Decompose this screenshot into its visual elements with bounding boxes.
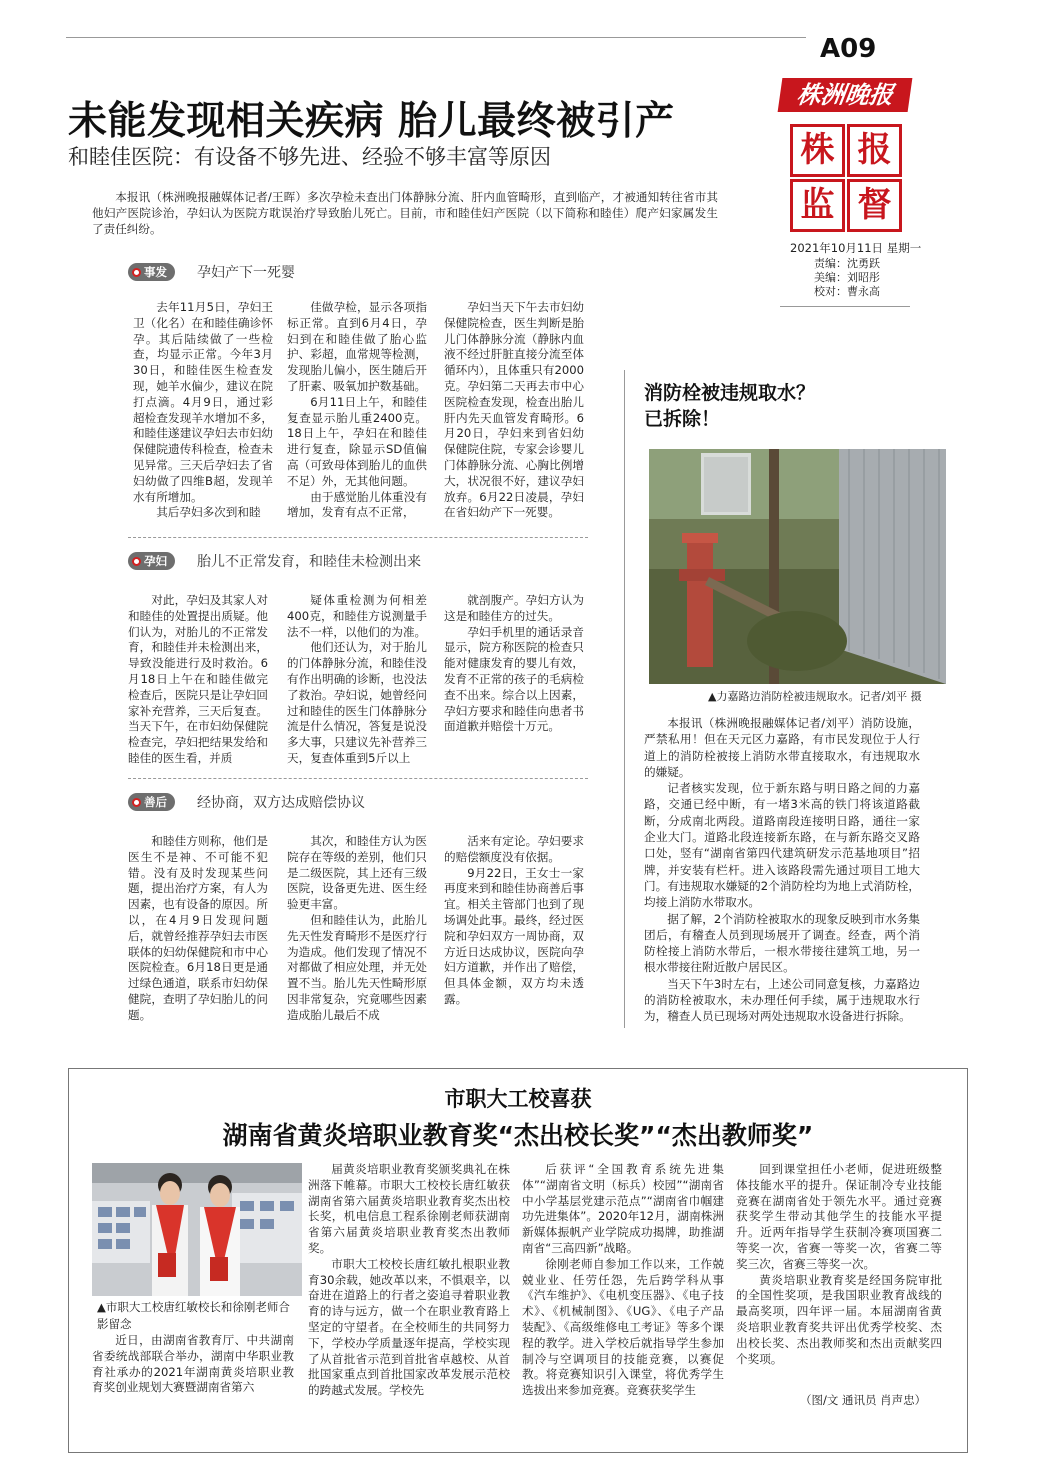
paragraph: 孕妇当天下午去市妇幼保健院检查，医生判断是胎儿门体静脉分流（静脉内血液不经过肝脏直接分流至体循环内），且体重只有2000克。孕妇第二天再去市中心医院检查发现，检查出胎儿肝内先天血管发育畸形。6月20日，孕妇来到省妇幼保健院住院，专家会诊婴儿门体静脉分流、心胸比例增大，状况很不好，建议孕妇放弃。6月22日凌晨，孕妇在省妇幼产下一死婴。 [444,300,584,520]
masthead-logo [778,78,913,112]
supervision-stamp [790,124,902,232]
section-tag-incident [128,262,295,282]
stamp-char: 株 [790,124,845,177]
section-title: 孕妇产下一死婴 [197,265,295,281]
masthead-brand: 株洲晚报 [795,80,896,109]
paragraph: 佳做孕检，显示各项指标正常。直到6月4日，孕妇到在和睦佳做了胎心监护、彩超，血常规等检测，发现胎儿偏小，医生随后开了肝素、吸氧加护数基础。 [287,300,427,393]
paragraph: 孕妇手机里的通话录音显示，院方称医院的检查只能对健康发育的婴儿有效，发育不正常的孩子的毛病检查不出来。综合以上因素，孕妇方要求和睦佳向患者书面道歉并赔偿十万元。 [444,624,584,734]
paragraph: 据了解，2个消防栓被取水的现象反映到市水务集团后，有稽查人员到现场展开了调查。经查，两个消防栓接上消防水带后，一根水带接往建筑工地，另一根水带接往附近散户居民区。 [644,911,920,975]
paragraph: 其后孕妇多次到和睦 [156,505,261,520]
main-subheadline: 和睦佳医院：有设备不够先进、经验不够丰富等原因 [68,145,551,169]
paragraph: 回到课堂担任小老师，促进班级整体技能水平的提升。保证制冷专业技能竞赛在湖南省处于领先水平。通过竞赛获奖学生带动其他学生的技能水平提升。近两年指导学生获制冷赛项国赛二等奖一次，省赛一等奖一次，省赛二等奖三次，省赛三等奖一次。 [736,1162,942,1271]
sec3-col3 [444,834,584,1008]
paragraph: 对此，孕妇及其家人对和睦佳的处置提出质疑。他们认为，对胎儿的不正常发育，和睦佳并未检测出来，导致没能进行及时救治。6月18日上午在和睦佳做完检查后，医院只是让孕妇回家补充营养，三天后复查。当天下午，在市妇幼保健院检查完，孕妇把结果发给和睦佳的医生看，并质 [128,593,268,765]
sec3-col1 [128,834,268,1024]
hydrant-photo [649,449,946,684]
sec1-col1 [133,300,273,521]
section-tag-aftermath [128,792,365,812]
paragraph: 届黄炎培职业教育奖颁奖典礼在株洲落下帷幕。市职大工校校长唐红敏获湖南省第六届黄炎培职业教育奖杰出校长奖，机电信息工程系徐刚老师获湖南省第六届黄炎培职业教育奖杰出教师奖。 [308,1162,510,1255]
paragraph: 他们还认为，对于胎儿的门体静脉分流，和睦佳没有作出明确的诊断，也没法了救治。孕妇说，她曾经问过和睦佳的医生门体静脉分流是什么情况，答复是说没多大事，只建议先补营养三天，复查体重到5斤以上 [287,640,427,765]
stamp-char: 报 [847,124,902,177]
designer-credit: 美编：刘昭彤 [814,271,880,284]
feature-title-1: 市职大工校喜获 [444,1087,592,1111]
paragraph: 近日，由湖南省教育厅、中共湖南省委统战部联合举办，湖南中华职业教育社承办的2021年湖南黄炎培职业教育奖创业规划大赛暨湖南省第六 [92,1333,294,1395]
award-photo [92,1163,302,1296]
editor-credit: 责编：沈勇跃 [814,257,880,270]
paragraph: 后获评“全国教育系统先进集体”“湖南省文明（标兵）校园”“湖南省中小学基层党建示范点”“湖南省巾帼建功先进集体”。2020年12月，湖南株洲新媒体振帆产业学院成功揭牌，助推湖南省“三高四新”战略。 [522,1162,724,1255]
main-headline: 未能发现相关疾病 胎儿最终被引产 [68,99,675,144]
page-number: A09 [820,34,877,64]
section-divider [128,537,588,538]
feature-col4 [736,1162,942,1367]
paragraph: 由于感觉胎儿体重没有增加，发育有点不正常， [287,489,427,520]
side-divider-left [624,370,625,1028]
paragraph: 活来有定论。孕妇要求的赔偿额度没有依据。 [444,834,584,864]
feature-col1 [92,1333,294,1396]
paragraph: 徐刚老师自参加工作以来，工作兢兢业业、任劳任怨，先后跨学科从事《汽车维护》、《电机变压器》、《电子技术》、《机械制图》、《UG》、《电子产品装配》、《高级维修电工考证》等多个课程的教学。进入学校后就指导学生参加制冷与空调项目的技能竞赛，以赛促教。将竞赛知识引入课堂，将优秀学生选拔出来参加竞赛。竞赛获奖学生 [522,1256,724,1398]
paragraph: 记者核实发现，位于新东路与明日路之间的力嘉路，交通已经中断，有一堵3米高的铁门将该道路截断，分成南北两段。道路南段连接明日路，通往一家企业大门。道路北段连接新东路，在与新东路交叉路口处，竖有“湖南省第四代建筑研发示范基地项目”招牌，并安装有栏杆。进入该路段需先通过项目工地大门。有违规取水嫌疑的2个消防栓均为地上式消防栓，均接上消防水带取水。 [644,781,920,910]
paragraph: 和睦佳方则称，他们是医生不是神、不可能不犯错。没有及时发现某些问题，提出治疗方案，有人为因素，也有设备的原因。所以，在4月9日发现问题后，就曾经推荐孕妇去市医联体的妇幼保健院和市中心医院检查。6月18日更是通过绿色通道，联系市妇幼保健院，查明了孕妇胎儿的问题。 [128,834,268,1022]
side-headline-2: 已拆除！ [644,408,721,430]
tag-label: 孕妇 [144,554,167,568]
paragraph: 市职大工校校长唐红敏扎根职业教育30余载，她改革以来，不惧艰辛，以奋进在道路上的行者之姿追寻着职业教育的诗与远方，做一个在职业教育路上坚定的守望者。在全校师生的共同努力下，学校办学质量逐年提高，学校实现了从首批省示范到首批省卓越校、从首批国家重点到首批国家改革发展示范校的跨越式发展。学校先 [308,1256,510,1398]
paragraph: 6月11日上午，和睦佳复查显示胎儿重2400克。18日上午，孕妇在和睦佳进行复查，除显示SD值偏高（可致母体到胎儿的血供不足）外，无其他问题。 [287,394,427,488]
paragraph: 但和睦佳认为，此胎儿先天性发育畸形不是医疗行为造成。他们发现了情况不对都做了相应处理，并无处置不当。胎儿先天性畸形原因非常复杂，究竟哪些因素造成胎儿最后不成 [287,912,427,1022]
main-lead [92,190,718,237]
paragraph: 9月22日，王女士一家再度来到和睦佳协商善后事宜。相关主管部门也到了现场调处此事。最终，经过医院和孕妇双方一周协商，双方近日达成协议，医院向孕妇方道歉，并作出了赔偿，但具体金额，双方均未透露。 [444,865,584,1006]
issue-date: 2021年10月11日 星期一 [790,241,922,255]
award-photo-caption: ▲市职大工校唐红敏校长和徐刚老师合影留念 [97,1300,290,1331]
stamp-char: 督 [847,179,902,232]
top-rule [66,37,806,38]
lead-paragraph: 本报讯（株洲晚报融媒体记者/王晖）多次孕检未查出门体静脉分流、肝内血管畸形，直到临产，才被通知转往省市其他妇产医院诊治，孕妇认为医院方耽误治疗导致胎儿死亡。目前，市和睦佳妇产医院（以下简称和睦佳）爬产妇家属发生了责任纠纷。 [92,190,718,236]
paragraph: 其次，和睦佳方认为医院存在等级的差别，他们只是二级医院，其上还有三级医院，设备更先进、医生经验更丰富。 [287,834,427,912]
credit-bracket [780,296,910,307]
tag-label: 事发 [144,265,167,279]
side-body [644,715,920,1025]
stamp-char: 监 [790,179,845,232]
section-title: 经协商，双方达成赔偿协议 [197,795,365,811]
paragraph: 本报讯（株洲晚报融媒体记者/刘平）消防设施，严禁私用！但在天元区力嘉路，有市民发现位于人行道上的消防栓被接上消防水带直接取水，有违规取水的嫌疑。 [644,716,920,779]
proof-credit: 校对：曹永高 [814,285,880,298]
feature-col3 [522,1162,724,1399]
sec2-col2 [287,593,427,767]
sec1-col2 [287,300,427,521]
paragraph: 疑体重检测为何相差400克，和睦佳方说测量手法不一样，以他们的为准。 [287,593,427,639]
sec1-col3 [444,300,584,521]
hydrant-photo-caption: ▲力嘉路边消防栓被违规取水。记者/刘平 摄 [708,690,922,703]
tag-dot-icon [132,798,141,807]
paragraph: 当天下午3时左右，上述公司同意复核，力嘉路边的消防栓被取水，未办理任何手续，属于违规取水行为，稽查人员已现场对两处违规取水设备进行拆除。 [644,976,920,1024]
sec3-col2 [287,834,427,1024]
tag-dot-icon [132,557,141,566]
feature-title-2: 湖南省黄炎培职业教育奖“杰出校长奖”“杰出教师奖” [222,1121,814,1150]
paragraph: 去年11月5日，孕妇王卫（化名）在和睦佳确诊怀孕。其后陆续做了一些检查，均显示正常。今年3月30日，和睦佳医生检查发现，她羊水偏少，建议在院打点滴。4月9日，通过彩超检查发现羊水增加不多，和睦佳遂建议孕妇去市妇幼保健院遗传科检查，检查未见异常。三天后孕妇去了省妇幼做了四维B超，发现羊水有所增加。 [133,300,273,504]
sec2-col1 [128,593,268,767]
section-tag-pregnant [128,551,421,571]
feature-credit: （图/文 通讯员 肖声忠） [800,1393,927,1407]
side-headline-1: 消防栓被违规取水？ [644,382,816,404]
tag-label: 善后 [144,795,167,809]
sec2-col3 [444,593,584,735]
tag-dot-icon [132,268,141,277]
section-title: 胎儿不正常发育，和睦佳未检测出来 [197,554,421,570]
section-divider [128,778,588,779]
paragraph: 就剖腹产。孕妇方认为这是和睦佳方的过失。 [444,593,584,623]
paragraph: 黄炎培职业教育奖是经国务院审批的全国性奖项，是我国职业教育战线的最高奖项，四年评一届。本届湖南省黄炎培职业教育奖共评出优秀学校奖、杰出校长奖、杰出教师奖和杰出贡献奖四个奖项。 [736,1272,942,1366]
feature-col2 [308,1162,510,1399]
